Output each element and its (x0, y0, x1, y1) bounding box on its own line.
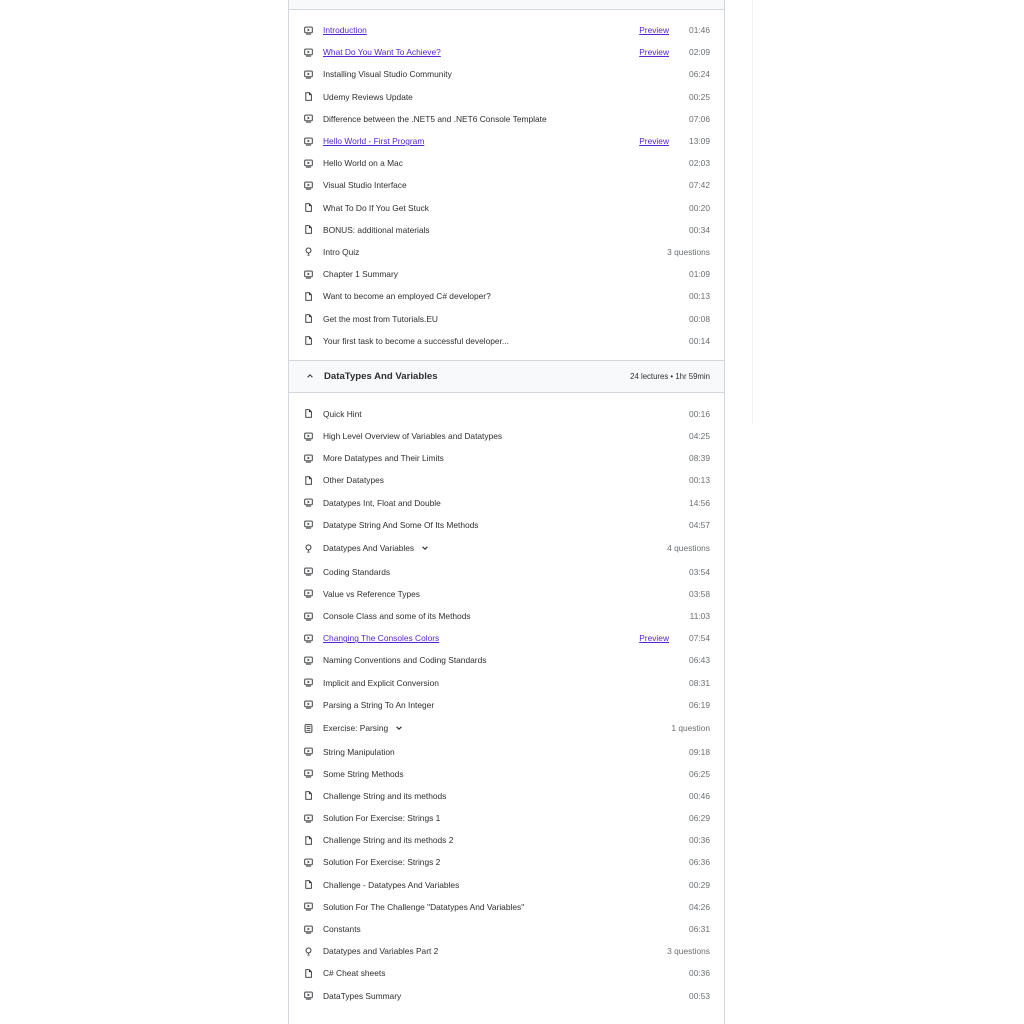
section-header-previous[interactable] (289, 0, 724, 10)
file-icon (304, 476, 313, 485)
lecture-title (323, 203, 688, 213)
lecture-title (323, 69, 688, 79)
lecture-title-text: What To Do If You Get Stuck (323, 202, 429, 213)
lecture-duration: 11:03 (689, 611, 710, 621)
lecture-duration: 06:19 (689, 699, 710, 710)
file-icon (304, 92, 313, 101)
video-icon (304, 991, 313, 1000)
video-icon (304, 769, 313, 778)
lecture-title-text: Some String Methods (323, 768, 404, 779)
lecture-duration: 06:31 (689, 924, 710, 935)
lecture-title (323, 813, 688, 823)
lecture-item-quick-hint[interactable] (289, 403, 724, 425)
lecture-title-text: Get the most from Tutorials.EU (323, 313, 438, 324)
lecture-duration: 1 question (671, 723, 710, 734)
video-icon (304, 678, 313, 687)
file-icon (304, 336, 313, 345)
lecture-item-installing-visual-studio-community[interactable] (289, 63, 724, 85)
file-icon (304, 969, 313, 978)
lecture-title-text: Your first task to become a successful developer... (323, 335, 509, 346)
lecture-title-text[interactable]: What Do You Want To Achieve? (323, 47, 441, 58)
video-icon (304, 520, 313, 529)
lecture-duration: 00:36 (689, 968, 710, 979)
video-icon (304, 656, 313, 665)
lecture-title-text: Chapter 1 Summary (323, 269, 398, 280)
lecture-title (323, 747, 688, 757)
chevron-up-icon (306, 372, 314, 380)
lecture-duration: 00:13 (689, 291, 710, 302)
lecture-title (323, 114, 688, 124)
lecture-title-text: Challenge String and its methods 2 (323, 835, 454, 846)
lecture-item-solution-for-exercise-strings-1[interactable] (289, 807, 724, 829)
lecture-item-hello-world-first-program[interactable] (289, 130, 724, 152)
lecture-title-text: Difference between the .NET5 and .NET6 Console Template (323, 113, 547, 124)
lecture-title (323, 589, 688, 599)
lecture-item-some-string-methods[interactable] (289, 763, 724, 785)
lecture-title (323, 542, 667, 554)
lecture-item-high-level-overview-of-variables-and-datatypes[interactable] (289, 425, 724, 447)
video-icon (304, 432, 313, 441)
preview-link[interactable]: Preview (639, 25, 669, 36)
lecture-title-text[interactable]: Changing The Consoles Colors (323, 633, 440, 644)
lecture-duration: 00:46 (689, 790, 710, 801)
file-icon (304, 314, 313, 323)
lecture-item-difference-between-the-net5-and-net6-console-template[interactable] (289, 108, 724, 130)
lecture-title-text: More Datatypes and Their Limits (323, 453, 444, 464)
lecture-item-exercise-parsing[interactable] (289, 716, 724, 741)
lecture-duration: 02:03 (689, 158, 710, 169)
lecture-duration: 06:25 (689, 768, 710, 779)
lecture-item-what-do-you-want-to-achieve[interactable] (289, 41, 724, 63)
lecture-title (323, 769, 688, 779)
lecture-duration: 06:36 (689, 857, 710, 868)
lecture-item-solution-for-exercise-strings-2[interactable] (289, 851, 724, 873)
lecture-title (323, 611, 688, 621)
lecture-item-console-class-and-some-of-its-methods[interactable] (289, 605, 724, 627)
lecture-duration: 00:34 (689, 224, 710, 235)
lecture-duration: 00:13 (689, 475, 710, 486)
lecture-duration: 00:20 (689, 202, 710, 213)
lecture-duration: 03:58 (689, 588, 710, 599)
video-icon (304, 181, 313, 190)
lecture-duration: 08:31 (689, 677, 710, 688)
lecture-title (323, 946, 667, 956)
lecture-item-implicit-and-explicit-conversion[interactable] (289, 671, 724, 693)
lecture-title (323, 336, 688, 346)
lecture-item-intro-quiz[interactable] (289, 241, 724, 263)
lecture-duration: 06:29 (689, 813, 710, 824)
lecture-item-c-cheat-sheets[interactable] (289, 962, 724, 984)
lecture-title-text: Implicit and Explicit Conversion (323, 677, 439, 688)
lecture-item-challenge-string-and-its-methods-2[interactable] (289, 829, 724, 851)
lecture-title (323, 291, 688, 301)
video-icon (304, 48, 313, 57)
lecture-title (323, 835, 688, 845)
exercise-icon (304, 724, 313, 733)
lecture-title-text: Datatypes and Variables Part 2 (323, 946, 439, 957)
lecture-duration: 3 questions (667, 246, 710, 257)
lecture-item-what-to-do-if-you-get-stuck[interactable] (289, 197, 724, 219)
chevron-down-icon[interactable] (419, 542, 431, 554)
lecture-item-coding-standards[interactable] (289, 561, 724, 583)
lecture-duration: 4 questions (667, 543, 710, 554)
lecture-title-text: Udemy Reviews Update (323, 91, 413, 102)
quiz-icon (304, 947, 313, 956)
video-icon (304, 159, 313, 168)
lecture-title-text: Installing Visual Studio Community (323, 69, 452, 80)
lecture-title[interactable] (323, 136, 639, 146)
video-icon (304, 858, 313, 867)
lecture-title (323, 158, 688, 168)
file-icon (304, 791, 313, 800)
preview-link[interactable]: Preview (639, 633, 669, 644)
lecture-title (323, 655, 688, 665)
lecture-title-text: Constants (323, 924, 361, 935)
lecture-item-changing-the-consoles-colors[interactable] (289, 627, 724, 649)
lecture-item-parsing-a-string-to-an-integer[interactable] (289, 694, 724, 716)
video-icon (304, 70, 313, 79)
lecture-duration: 03:54 (689, 566, 710, 577)
preview-link[interactable]: Preview (639, 136, 669, 147)
lecture-item-your-first-task-to-become-a-successful-developer[interactable] (289, 330, 724, 352)
video-icon (304, 114, 313, 123)
lecture-title (323, 453, 688, 463)
video-icon (304, 26, 313, 35)
video-icon (304, 589, 313, 598)
lecture-title-text: Exercise: Parsing (323, 723, 389, 734)
file-icon (304, 225, 313, 234)
video-icon (304, 634, 313, 643)
video-icon (304, 137, 313, 146)
lecture-title-text: BONUS: additional materials (323, 224, 430, 235)
lecture-title-text: Console Class and some of its Methods (323, 611, 471, 621)
section-title: DataTypes And Variables (324, 370, 438, 382)
video-icon (304, 925, 313, 934)
lecture-duration: 3 questions (667, 946, 710, 957)
lecture-duration: 06:43 (689, 655, 710, 666)
lecture-item-more-datatypes-and-their-limits[interactable] (289, 447, 724, 469)
lecture-title-text: Want to become an employed C# developer? (323, 291, 491, 302)
lecture-duration: 04:26 (689, 901, 710, 912)
lecture-title (323, 968, 688, 978)
lecture-title[interactable] (323, 25, 639, 35)
lecture-duration: 07:42 (689, 180, 710, 191)
lecture-duration: 04:57 (689, 519, 710, 530)
video-icon (304, 814, 313, 823)
lecture-item-introduction[interactable] (289, 19, 724, 41)
file-icon (304, 292, 313, 301)
lecture-title-text: Challenge - Datatypes And Variables (323, 879, 460, 890)
lecture-title-text: Solution For Exercise: Strings 2 (323, 857, 441, 868)
video-icon (304, 454, 313, 463)
lecture-duration: 01:09 (689, 269, 710, 280)
lecture-item-other-datatypes[interactable] (289, 469, 724, 491)
lecture-title (323, 475, 688, 485)
lecture-title (323, 92, 688, 102)
lecture-title-text[interactable]: Hello World - First Program (323, 136, 425, 147)
lecture-duration: 13:09 (689, 136, 710, 147)
lecture-title (323, 269, 688, 279)
quiz-icon (304, 544, 313, 553)
section-1-lecture-list (289, 10, 724, 352)
lecture-duration: 01:46 (689, 25, 710, 36)
video-icon (304, 567, 313, 576)
lecture-item-string-manipulation[interactable] (289, 740, 724, 762)
lecture-title-text: Intro Quiz (323, 246, 360, 257)
lecture-duration: 14:56 (689, 497, 710, 508)
lecture-duration: 00:16 (689, 408, 710, 419)
lecture-title[interactable] (323, 47, 639, 57)
lecture-title-text: C# Cheat sheets (323, 968, 386, 979)
lecture-duration: 00:36 (689, 835, 710, 846)
lecture-item-constants[interactable] (289, 918, 724, 940)
lecture-title-text: Datatype String And Some Of Its Methods (323, 519, 479, 530)
lecture-item-datatypes-and-variables-part-2[interactable] (289, 940, 724, 962)
lecture-title-text: Coding Standards (323, 566, 391, 577)
chevron-down-icon[interactable] (393, 722, 405, 734)
video-icon (304, 902, 313, 911)
background-divider (724, 0, 753, 424)
lecture-item-udemy-reviews-update[interactable] (289, 86, 724, 108)
lecture-title (323, 700, 688, 710)
lecture-item-challenge-string-and-its-methods[interactable] (289, 785, 724, 807)
lecture-item-want-to-become-an-employed-c-developer[interactable] (289, 285, 724, 307)
lecture-title (323, 902, 688, 912)
course-content-panel (288, 0, 725, 1024)
quiz-icon (304, 247, 313, 256)
file-icon (304, 880, 313, 889)
lecture-title-text: Naming Conventions and Coding Standards (323, 655, 487, 666)
lecture-duration: 07:06 (689, 113, 710, 124)
video-icon (304, 747, 313, 756)
lecture-title-text: DataTypes Summary (323, 990, 402, 1001)
lecture-title (323, 314, 688, 324)
lecture-duration: 00:53 (689, 990, 710, 1001)
section-header-datatypes[interactable] (289, 360, 724, 393)
lecture-duration: 02:09 (689, 47, 710, 58)
lecture-title (323, 247, 667, 257)
lecture-title-text: High Level Overview of Variables and Datatypes (323, 431, 503, 442)
lecture-item-solution-for-the-challenge-datatypes-and-variables[interactable] (289, 896, 724, 918)
lecture-title-text: Hello World on a Mac (323, 158, 403, 169)
lecture-item-datatypes-summary[interactable] (289, 985, 724, 1007)
lecture-title (323, 409, 688, 419)
lecture-duration: 06:24 (689, 69, 710, 80)
section-meta: 24 lectures • 1hr 59min (630, 371, 710, 381)
lecture-title-text: Datatypes And Variables (323, 543, 415, 554)
lecture-title (323, 225, 688, 235)
lecture-item-chapter-1-summary[interactable] (289, 263, 724, 285)
lecture-item-bonus-additional-materials[interactable] (289, 219, 724, 241)
lecture-item-challenge-datatypes-and-variables[interactable] (289, 874, 724, 896)
video-icon (304, 700, 313, 709)
lecture-title (323, 567, 688, 577)
lecture-item-hello-world-on-a-mac[interactable] (289, 152, 724, 174)
lecture-item-datatype-string-and-some-of-its-methods[interactable] (289, 514, 724, 536)
lecture-item-datatypes-int-float-and-double[interactable] (289, 492, 724, 514)
lecture-title-text: Parsing a String To An Integer (323, 699, 435, 710)
lecture-title (323, 498, 688, 508)
lecture-duration: 00:25 (689, 91, 710, 102)
lecture-duration: 07:54 (689, 633, 710, 644)
lecture-title (323, 791, 688, 801)
lecture-title (323, 924, 688, 934)
lecture-title (323, 180, 688, 190)
preview-link[interactable]: Preview (639, 47, 669, 58)
lecture-title-text[interactable]: Introduction (323, 25, 367, 36)
file-icon (304, 836, 313, 845)
lecture-title[interactable] (323, 633, 639, 643)
lecture-title-text: Other Datatypes (323, 475, 384, 486)
lecture-duration: 00:29 (689, 879, 710, 890)
lecture-title-text: Solution For Exercise: Strings 1 (323, 813, 441, 824)
file-icon (304, 203, 313, 212)
section-2-lecture-list (289, 393, 724, 1007)
lecture-title (323, 991, 688, 1001)
lecture-title (323, 857, 688, 867)
lecture-title-text: Challenge String and its methods (323, 790, 447, 801)
video-icon (304, 612, 313, 621)
lecture-title-text: Solution For The Challenge "Datatypes And Variables" (323, 901, 525, 912)
lecture-title-text: Quick Hint (323, 408, 362, 419)
lecture-title (323, 722, 671, 734)
lecture-item-visual-studio-interface[interactable] (289, 174, 724, 196)
video-icon (304, 498, 313, 507)
lecture-duration: 08:39 (689, 453, 710, 464)
lecture-item-value-vs-reference-types[interactable] (289, 583, 724, 605)
lecture-title-text: Visual Studio Interface (323, 180, 407, 191)
lecture-duration: 00:08 (689, 313, 710, 324)
lecture-title (323, 880, 688, 890)
lecture-title (323, 678, 688, 688)
lecture-title-text: String Manipulation (323, 746, 395, 757)
lecture-duration: 00:14 (689, 335, 710, 346)
lecture-duration: 09:18 (689, 746, 710, 757)
lecture-title (323, 520, 688, 530)
file-icon (304, 409, 313, 418)
lecture-duration: 04:25 (689, 431, 710, 442)
lecture-title-text: Datatypes Int, Float and Double (323, 497, 441, 508)
lecture-item-naming-conventions-and-coding-standards[interactable] (289, 649, 724, 671)
lecture-title (323, 431, 688, 441)
lecture-item-datatypes-and-variables[interactable] (289, 536, 724, 561)
lecture-item-get-the-most-from-tutorials-eu[interactable] (289, 307, 724, 329)
video-icon (304, 270, 313, 279)
lecture-title-text: Value vs Reference Types (323, 588, 420, 599)
